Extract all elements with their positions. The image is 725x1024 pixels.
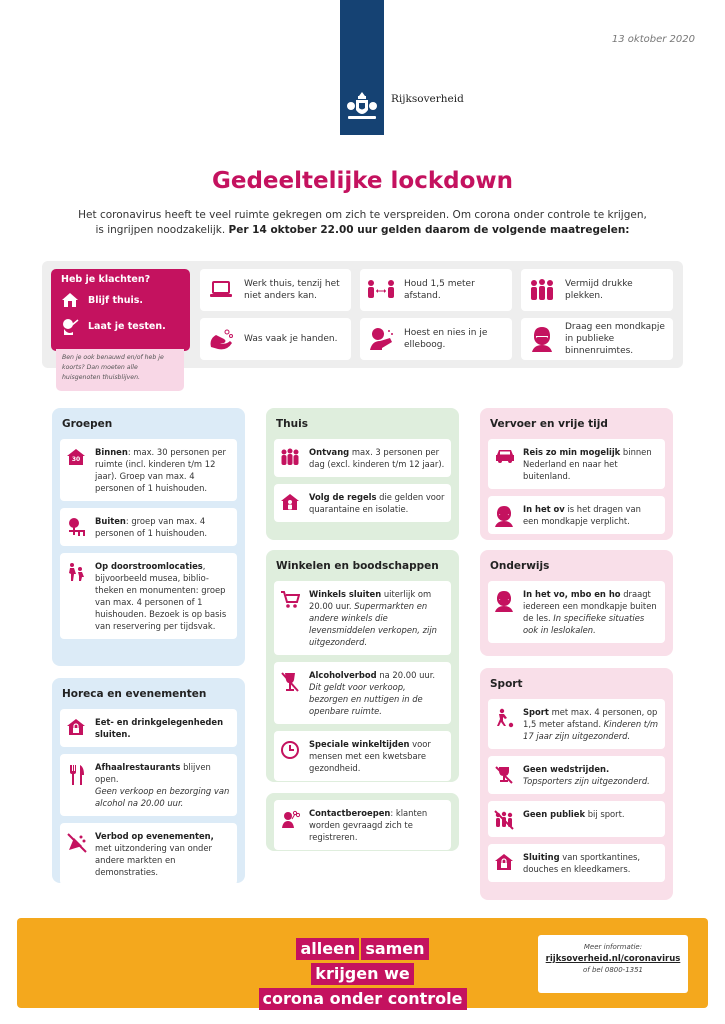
rule-text: draagt iedereen een mondkapje buiten de les. — [523, 589, 657, 623]
winkelen-alcohol — [274, 662, 451, 724]
rule-bold: In het vo, mbo en ho — [523, 589, 621, 599]
winkelen-sluiten — [274, 581, 451, 655]
section-heading: Horeca en evenementen — [62, 688, 207, 700]
shopping-cart-icon — [280, 588, 302, 648]
tree-bench-icon — [66, 515, 88, 539]
logo-text: Rijksoverheid — [391, 93, 464, 105]
rule-text: : groep van max. 4 personen of 1 huishouden. — [95, 516, 208, 538]
winkelen-winkeltijden — [274, 731, 451, 781]
mask-icon — [527, 324, 557, 354]
section-onderwijs — [480, 550, 673, 656]
measure-text: Was vaak je handen. — [244, 334, 338, 344]
measure-distance — [360, 269, 512, 311]
more-info-box — [538, 935, 688, 993]
intro-line-2: is ingrijpen noodzakelijk. — [95, 224, 226, 236]
thuis-quarantaine — [274, 484, 451, 522]
hairdresser-icon — [280, 807, 302, 843]
rule-bold: Alcoholverbod — [309, 670, 377, 680]
horeca-evenementen — [60, 823, 237, 885]
rule-bold: Geen publiek — [523, 809, 586, 819]
mask-icon — [494, 588, 516, 636]
mask-icon — [494, 503, 516, 527]
rule-text: van sportkantines, douches en kleedkamers. — [523, 852, 641, 874]
section-heading: Thuis — [276, 418, 308, 430]
rule-bold: Reis zo min mogelijk — [523, 447, 621, 457]
klachten-item-blijf-thuis: Blijf thuis. — [88, 294, 144, 306]
crest-icon — [344, 88, 380, 124]
rule-bold: Speciale winkeltijden — [309, 739, 410, 749]
three-people-icon — [280, 446, 302, 470]
car-icon — [494, 446, 516, 482]
no-alcohol-icon — [280, 669, 302, 717]
walking-people-icon — [66, 560, 88, 632]
vervoer-ov — [488, 496, 665, 534]
section-thuis — [266, 408, 459, 540]
rule-bold: Buiten — [95, 516, 126, 526]
home-icon — [61, 292, 79, 308]
klachten-heading: Heb je klachten? — [61, 274, 151, 285]
measure-mask — [521, 318, 673, 360]
slogan-word: samen — [361, 938, 428, 960]
contactberoepen-item — [274, 800, 451, 850]
rule-text: die gelden voor quarantaine en isolatie. — [309, 492, 445, 514]
klachten-box — [51, 269, 190, 351]
no-events-icon — [66, 830, 88, 878]
section-winkelen — [266, 550, 459, 782]
measure-text: Houd 1,5 meter afstand. — [404, 279, 475, 301]
section-horeca — [52, 678, 245, 883]
sport-max4 — [488, 699, 665, 749]
rule-italic: Dit geldt voor verkoop, bezorgen en nuttigen in de openbare ruimte. — [309, 682, 423, 716]
section-groepen — [52, 408, 245, 666]
sneeze-icon — [366, 324, 396, 354]
house-lock-icon — [494, 851, 516, 875]
rule-text: , bijvoorbeeld musea, biblio-theken en monumenten: groep van max. 4 personen of 1 huishouden. Bezoek is op basis van reservering per tijdsvak. — [95, 561, 227, 631]
publication-date: 13 oktober 2020 — [611, 34, 695, 45]
no-audience-icon — [494, 808, 516, 830]
house-badge: 30 — [71, 456, 81, 463]
rule-text: met uitzondering van onder andere markten en demonstraties. — [95, 843, 212, 877]
rule-text: : max. 30 personen per ruimte (incl. kinderen t/m 12 jaar). Groep van max. 4 personen of 1 huishouden. — [95, 447, 226, 493]
rule-bold: Sport — [523, 707, 549, 717]
rule-bold: Volg de regels — [309, 492, 377, 502]
klachten-note: Ben je ook benauwd en/of heb je koorts? Dan moeten alle huisgenoten thuisblijven. — [56, 349, 184, 391]
rule-text: is het dragen van een mondkapje verplicht. — [523, 504, 641, 526]
page-title: Gedeeltelijke lockdown — [211, 168, 514, 194]
section-contactberoepen — [266, 793, 459, 851]
rule-italic: Kinderen t/m 17 jaar zijn uitgezonderd. — [523, 719, 659, 741]
distance-icon — [366, 275, 396, 305]
measure-text: Draag een mondkapje in publieke binnenruimtes. — [565, 322, 665, 356]
klachten-item-test: Laat je testen. — [88, 320, 166, 332]
rule-italic: In specifieke situaties ook in leslokalen. — [523, 613, 645, 635]
rule-bold: Binnen — [95, 447, 128, 457]
info-label: Meer informatie: — [583, 943, 643, 951]
section-heading: Onderwijs — [490, 560, 550, 572]
measure-text: Vermijd drukke plekken. — [565, 279, 633, 301]
horeca-afhaal — [60, 754, 237, 816]
rule-bold: Eet- en drinkgelegenheden sluiten. — [95, 717, 224, 739]
measure-sneeze — [360, 318, 512, 360]
intro-line-1: Het coronavirus heeft te veel ruimte gekregen om zich te verspreiden. Om corona onder controle te krijgen, — [78, 209, 647, 221]
rule-text: binnen Nederland en naar het buitenland. — [523, 447, 652, 481]
no-trophy-icon — [494, 763, 516, 787]
cutlery-icon — [66, 761, 88, 809]
rule-text: met max. 4 personen, op 1,5 meter afstand. — [523, 707, 658, 729]
rule-bold: Contactberoepen — [309, 808, 391, 818]
section-vervoer — [480, 408, 673, 540]
crowd-icon — [527, 275, 557, 305]
section-heading: Vervoer en vrije tijd — [490, 418, 608, 430]
info-phone: of bel 0800-1351 — [582, 966, 644, 974]
rule-bold: Winkels sluiten — [309, 589, 382, 599]
measure-text: Hoest en nies in je elleboog. — [404, 328, 488, 350]
section-sport — [480, 668, 673, 900]
rule-bold: Verbod op evenementen, — [95, 831, 214, 841]
measure-work-home — [200, 269, 351, 311]
measure-text: Werk thuis, tenzij het niet anders kan. — [244, 279, 340, 301]
house-lock-icon — [66, 716, 88, 740]
groepen-doorstroom — [60, 553, 237, 639]
rule-bold: Op doorstroomlocaties — [95, 561, 203, 571]
clock-icon — [280, 738, 302, 774]
handwash-icon — [206, 324, 236, 354]
rule-italic: Supermarkten en andere winkels die levensmiddelen verkopen, zijn uitgezonderd. — [309, 601, 437, 647]
rule-text: blijven open. — [95, 762, 211, 784]
slogan — [250, 938, 475, 1013]
info-link[interactable]: rijksoverheid.nl/coronavirus — [545, 954, 681, 964]
section-heading: Groepen — [62, 418, 113, 430]
rule-text: na 20.00 uur. — [376, 670, 436, 680]
rule-bold: Afhaalrestaurants — [95, 762, 181, 772]
slogan-word: krijgen we — [311, 963, 413, 985]
vervoer-reis — [488, 439, 665, 489]
football-player-icon — [494, 706, 516, 742]
sport-publiek — [488, 801, 665, 837]
rule-italic: Geen verkoop en bezorging van alcohol na 20.00 uur. — [95, 786, 230, 808]
measure-handwash — [200, 318, 351, 360]
rule-text: max. 3 personen per dag (excl. kinderen t/m 12 jaar). — [309, 447, 445, 469]
measure-crowds — [521, 269, 673, 311]
rule-italic: Topsporters zijn uitgezonderd. — [523, 776, 650, 786]
intro-text — [60, 208, 665, 238]
rule-text: voor mensen met een kwetsbare gezondheid. — [309, 739, 431, 773]
intro-line-2-bold: Per 14 oktober 22.00 uur gelden daarom de volgende maatregelen: — [228, 224, 630, 236]
groepen-binnen — [60, 439, 237, 501]
section-heading: Winkelen en boodschappen — [276, 560, 439, 572]
rule-bold: Ontvang — [309, 447, 350, 457]
horeca-eet — [60, 709, 237, 747]
sport-sluiting — [488, 844, 665, 882]
groepen-buiten — [60, 508, 237, 546]
test-swab-icon — [61, 317, 79, 335]
rule-bold: Sluiting — [523, 852, 560, 862]
rule-text: : klanten worden gevraagd zich te registreren. — [309, 808, 428, 842]
house-30-icon — [66, 446, 88, 494]
rule-text: bij sport. — [585, 809, 625, 819]
rule-bold: Geen wedstrijden. — [523, 764, 610, 774]
rule-bold: In het ov — [523, 504, 565, 514]
onderwijs-item — [488, 581, 665, 643]
rule-text: uiterlijk om 20.00 uur. — [309, 589, 432, 611]
section-heading: Sport — [490, 678, 523, 690]
slogan-word: corona onder controle — [259, 988, 467, 1010]
slogan-word: alleen — [296, 938, 359, 960]
house-person-icon — [280, 491, 302, 515]
sport-wedstrijden — [488, 756, 665, 794]
laptop-icon — [206, 275, 236, 305]
thuis-ontvang — [274, 439, 451, 477]
